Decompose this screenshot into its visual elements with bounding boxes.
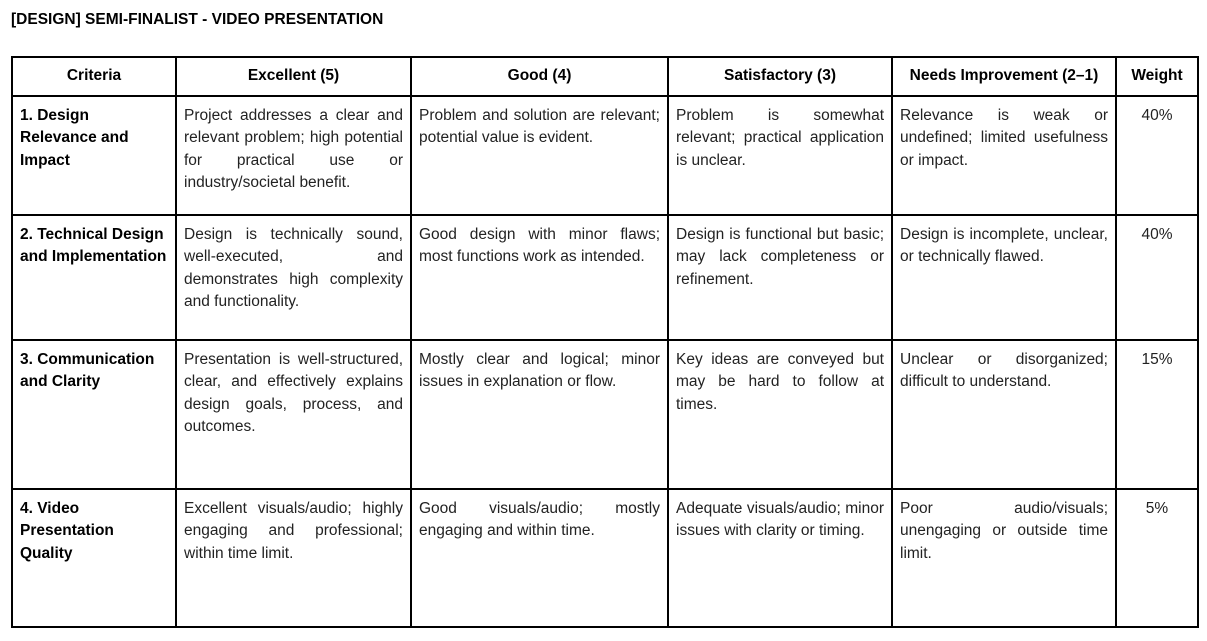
weight-cell: 40% bbox=[1116, 215, 1198, 340]
satisfactory-cell: Problem is somewhat relevant; practical application is unclear. bbox=[668, 96, 892, 215]
excellent-cell: Project addresses a clear and relevant problem; high potential for practical use or industry/societal benefit. bbox=[176, 96, 411, 215]
criteria-cell: 1. Design Relevance and Impact bbox=[12, 96, 176, 215]
criteria-cell: 2. Technical Design and Implementation bbox=[12, 215, 176, 340]
weight-cell: 40% bbox=[1116, 96, 1198, 215]
excellent-cell: Excellent visuals/audio; highly engaging and professional; within time limit. bbox=[176, 489, 411, 627]
table-row bbox=[12, 215, 1198, 340]
satisfactory-cell: Design is functional but basic; may lack completeness or refinement. bbox=[668, 215, 892, 340]
header-weight: Weight bbox=[1116, 57, 1198, 96]
rubric-table bbox=[11, 56, 1199, 628]
document-title: [DESIGN] SEMI-FINALIST - VIDEO PRESENTATION bbox=[11, 11, 384, 28]
satisfactory-cell: Key ideas are conveyed but may be hard to follow at times. bbox=[668, 340, 892, 489]
needs-improvement-cell: Design is incomplete, unclear, or technically flawed. bbox=[892, 215, 1116, 340]
good-cell: Mostly clear and logical; minor issues in explanation or flow. bbox=[411, 340, 668, 489]
header-excellent: Excellent (5) bbox=[176, 57, 411, 96]
excellent-cell: Design is technically sound, well-executed, and demonstrates high complexity and functionality. bbox=[176, 215, 411, 340]
header-good: Good (4) bbox=[411, 57, 668, 96]
header-criteria: Criteria bbox=[12, 57, 176, 96]
excellent-cell: Presentation is well-structured, clear, and effectively explains design goals, process, and outcomes. bbox=[176, 340, 411, 489]
table-header-row bbox=[12, 57, 1198, 96]
needs-improvement-cell: Unclear or disorganized; difficult to understand. bbox=[892, 340, 1116, 489]
needs-improvement-cell: Poor audio/visuals; unengaging or outside time limit. bbox=[892, 489, 1116, 627]
satisfactory-cell: Adequate visuals/audio; minor issues with clarity or timing. bbox=[668, 489, 892, 627]
weight-cell: 5% bbox=[1116, 489, 1198, 627]
header-satisfactory: Satisfactory (3) bbox=[668, 57, 892, 96]
good-cell: Good design with minor flaws; most functions work as intended. bbox=[411, 215, 668, 340]
table-row bbox=[12, 96, 1198, 215]
header-needs-improvement: Needs Improvement (2–1) bbox=[892, 57, 1116, 96]
criteria-cell: 4. Video Presentation Quality bbox=[12, 489, 176, 627]
good-cell: Problem and solution are relevant; potential value is evident. bbox=[411, 96, 668, 215]
good-cell: Good visuals/audio; mostly engaging and within time. bbox=[411, 489, 668, 627]
table-row bbox=[12, 489, 1198, 627]
needs-improvement-cell: Relevance is weak or undefined; limited usefulness or impact. bbox=[892, 96, 1116, 215]
criteria-cell: 3. Communication and Clarity bbox=[12, 340, 176, 489]
table-row bbox=[12, 340, 1198, 489]
weight-cell: 15% bbox=[1116, 340, 1198, 489]
